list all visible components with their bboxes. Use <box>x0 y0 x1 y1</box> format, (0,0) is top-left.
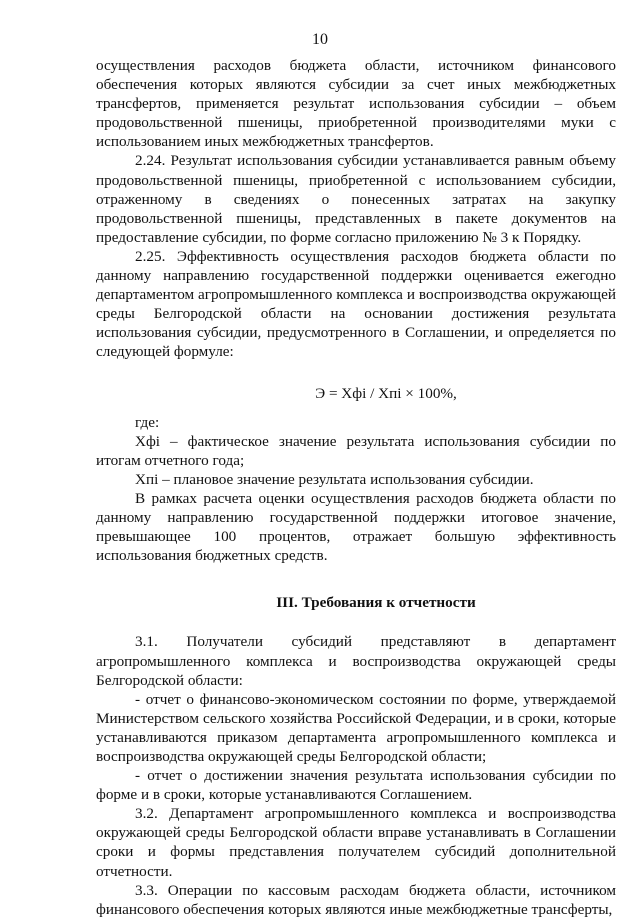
definition-xpi: Xпi – плановое значение результата использования субсидии. <box>135 470 534 488</box>
definition-xfi: Xфi – фактическое значение результата использования субсидии по итогам отчетного года; <box>96 432 616 469</box>
paragraph-continuation: осуществления расходов бюджета области, источником финансового обеспечения которых являются субсидии за счет иных межбюджетных трансфертов, применяется результат использования субсидии – объем продовольственной пшеницы, приобретенной производителями муки с использованием иных межбюджетных трансфертов. <box>96 57 616 151</box>
report-item-result: - отчет о достижении значения результата использования субсидии по форме и в сроки, которые устанавливаются Соглашением. <box>96 767 616 804</box>
paragraph-3-1: 3.1. Получатели субсидий представляют в департамент агропромышленного комплекса и воспроизводства окружающей среды Белгородской области: <box>96 633 616 689</box>
paragraph-3-2: 3.2. Департамент агропромышленного комплекса и воспроизводства окружающей среды Белгородской области вправе устанавливать в Соглашении сроки и формы представления получателем субсидий дополнительной отчетности. <box>96 805 616 880</box>
paragraph-2-24: 2.24. Результат использования субсидии устанавливается равным объему продовольственной пшеницы, приобретенной с использованием субсидии, отраженному в сведениях о понесенных затратах на закупку продовольственной пшеницы, представленных в пакете документов на предоставление субсидии, по форме согласно приложению № 3 к Порядку. <box>96 152 616 246</box>
definitions-where: где: <box>135 413 160 431</box>
page-number: 10 <box>312 31 328 48</box>
paragraph-2-25: 2.25. Эффективность осуществления расходов бюджета области по данному направлению государственной поддержки оценивается ежегодно департаментом агропромышленного комплекса и воспроизводства окружающей среды Белгородской области на основании достижения результата использования субсидии, предусмотренного в Соглашении, и определяется по следующей формуле: <box>96 247 616 361</box>
efficiency-formula: Э = Xфi / Xпi × 100%, <box>315 384 457 402</box>
document-body <box>96 56 616 919</box>
paragraph-3-3: 3.3. Операции по кассовым расходам бюджета области, источником финансового обеспечения которых являются иные межбюджетные трансферты, <box>96 881 616 918</box>
report-item-financial: - отчет о финансово-экономическом состоянии по форме, утверждаемой Министерством сельского хозяйства Российской Федерации, и в сроки, которые устанавливаются приказом департамента агропромышленного комплекса и воспроизводства окружающей среды Белгородской области; <box>96 690 616 765</box>
section-heading: III. Требования к отчетности <box>276 594 476 612</box>
evaluation-paragraph: В рамках расчета оценки осуществления расходов бюджета области по данному направлению государственной поддержки итоговое значение, превышающее 100 процентов, отражает большую эффективность использования бюджетных средств. <box>96 489 616 565</box>
